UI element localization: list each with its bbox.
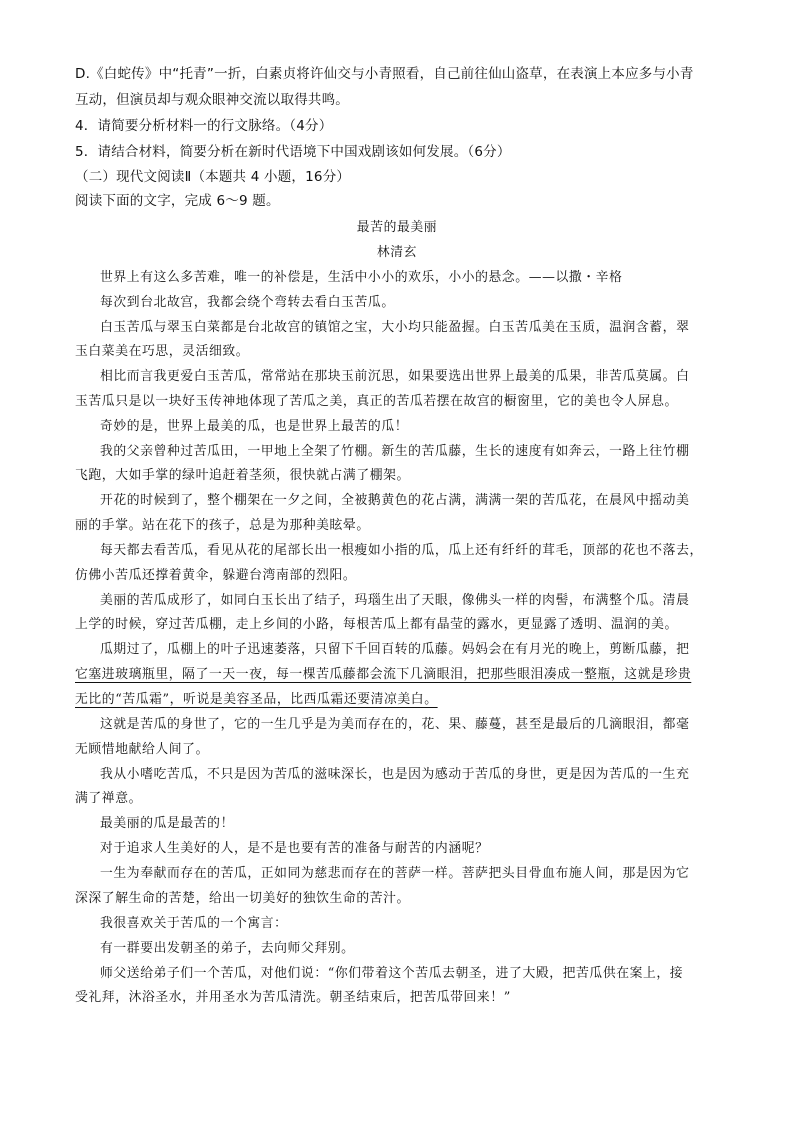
article-line: 我从小嗜吃苦瓜，不只是因为苦瓜的滋味深长，也是因为感动于苦瓜的身世，更是因为苦瓜的一生充 (100, 767, 690, 782)
article-line: 玉苦瓜只是以一块好玉传神地体现了苦瓜之美，真正的苦瓜若摆在故宫的橱窗里，它的美也令人屏息。 (75, 394, 678, 409)
article-line: 一生为奉献而存在的苦瓜，正如同为慈悲而存在的菩萨一样。菩萨把头目骨血布施人间，那是因为它 (100, 866, 690, 881)
section-heading: （二）现代文阅读Ⅱ（本题共 4 小题，16分） (75, 169, 351, 185)
option-d-line-2: 互动，但演员却与观众眼神交流以取得共鸣。 (75, 92, 349, 108)
article-line: 对于追求人生美好的人，是不是也要有苦的准备与耐苦的内涵呢？ (100, 841, 489, 856)
article-line: 飞跑，大如手掌的绿叶追赶着茎须，很快就占满了棚架。 (75, 468, 410, 483)
article-line: 白玉苦瓜与翠玉白菜都是台北故宫的镇馆之宝，大小均只能盈握。白玉苦瓜美在玉质，温润含蓄，翠 (100, 320, 690, 335)
article-line-underlined: 瓜期过了，瓜棚上的叶子迅速萎落，只留下千回百转的瓜藤。妈妈会在有月光的晚上，剪断瓜藤，把 (100, 642, 690, 657)
article-line: 上学的时候，穿过苦瓜棚，走上乡间的小路，每根苦瓜上都有晶莹的露水，更显露了透明、温润的美。 (75, 617, 678, 632)
article-line: 丽的手掌。站在花下的孩子，总是为那种美眩晕。 (75, 518, 370, 533)
article-author: 林清玄 (376, 245, 418, 260)
article-line: 有一群要出发朝圣的弟子，去向师父拜别。 (100, 941, 355, 956)
article-line: 玉白菜美在巧思，灵活细致。 (75, 344, 250, 359)
question-5: 5．请结合材料，简要分析在新时代语境下中国戏剧该如何发展。（6分） (75, 144, 511, 160)
article-line: 这就是苦瓜的身世了，它的一生几乎是为美而存在的，花、果、藤蔓，甚至是最后的几滴眼泪，都毫 (100, 717, 690, 732)
article-line: 相比而言我更爱白玉苦瓜，常常站在那块玉前沉思，如果要选出世界上最美的瓜果，非苦瓜莫属。白 (100, 369, 690, 384)
article-line-underlined: 它塞进玻璃瓶里，隔了一天一夜，每一棵苦瓜藤都会流下几滴眼泪，把那些眼泪凑成一整瓶，这就是珍贵 (75, 667, 692, 682)
article-line: 满了禅意。 (75, 791, 142, 806)
article-line-underlined: 无比的“苦瓜霜”，听说是美容圣品，比西瓜霜还要清凉美白。 (75, 692, 438, 707)
article-line: 开花的时候到了，整个棚架在一夕之间，全被鹅黄色的花占满，满满一架的苦瓜花，在晨风中摇动美 (100, 493, 690, 508)
article-title: 最苦的最美丽 (356, 220, 438, 235)
question-4: 4．请简要分析材料一的行文脉络。（4分） (75, 118, 333, 134)
section-instruction: 阅读下面的文字，完成 6～9 题。 (75, 193, 280, 209)
article-line: 我很喜欢关于苦瓜的一个寓言： (100, 916, 288, 931)
article-line: 我的父亲曾种过苦瓜田，一甲地上全架了竹棚。新生的苦瓜藤，生长的速度有如奔云，一路上往竹棚 (100, 444, 690, 459)
article-line: 每次到台北故宫，我都会绕个弯转去看白玉苦瓜。 (100, 295, 395, 310)
article-line: 师父送给弟子们一个苦瓜，对他们说：“你们带着这个苦瓜去朝圣，进了大殿，把苦瓜供在案上，接 (100, 966, 684, 981)
option-d-line-1: D.《白蛇传》中“托青”一折，白素贞将许仙交与小青照看，自己前往仙山盗草，在表演上本应多与小青 (75, 66, 694, 82)
article-line: 深深了解生命的苦楚，给出一切美好的独饮生命的苦汁。 (75, 891, 410, 906)
article-line: 每天都去看苦瓜，看见从花的尾部长出一根瘦如小指的瓜，瓜上还有纤纤的茸毛，顶部的花也不落去， (100, 543, 703, 558)
article-line: 仿佛小苦瓜还撑着黄伞，躲避台湾南部的烈阳。 (75, 568, 357, 583)
article-line: 世界上有这么多苦难，唯一的补偿是，生活中小小的欢乐，小小的悬念。——以撒・辛格 (100, 270, 623, 285)
article-line: 受礼拜，沐浴圣水，并用圣水为苦瓜清洗。朝圣结束后，把苦瓜带回来！” (75, 990, 511, 1005)
article-line: 美丽的苦瓜成形了，如同白玉长出了结子，玛瑙生出了天眼，像佛头一样的肉髻，布满整个瓜。清晨 (100, 593, 690, 608)
article-line: 最美丽的瓜是最苦的！ (100, 816, 234, 831)
article-line: 奇妙的是，世界上最美的瓜，也是世界上最苦的瓜！ (100, 419, 409, 434)
article-line: 无顾惜地献给人间了。 (75, 742, 209, 757)
